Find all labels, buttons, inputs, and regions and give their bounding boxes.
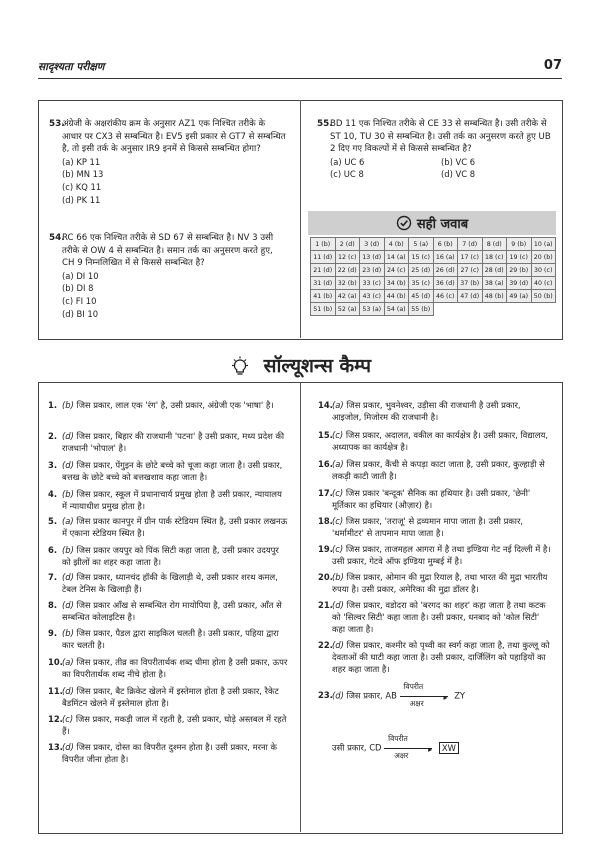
solution-6: [48, 545, 288, 569]
solution-10: [48, 657, 288, 681]
answer-cell: 2 (d): [335, 238, 360, 251]
question-text: RC 66 एक निश्चित तरीके से SD 67 से सम्बन्धित है। NV 3 उसी तरीके से OW 4 से सम्बन्धित है। समान तर्क का अनुसरण करते हुए, CH 9 निम्नलिखित में से किससे सम्बन्धित है?: [62, 233, 274, 269]
solution-option: (b): [62, 400, 74, 410]
lightbulb-icon: [229, 356, 251, 378]
solution-number: 19.: [318, 544, 333, 554]
option-a: (a) DI 10: [62, 270, 99, 281]
option-d: (d) PK 11: [62, 194, 101, 205]
answer-cell: 6 (b): [433, 238, 458, 251]
answer-row: [311, 238, 556, 251]
answer-row: [311, 251, 556, 264]
answer-cell: 30 (c): [531, 264, 556, 277]
solution-number: 5.: [48, 516, 58, 526]
answer-cell: 7 (d): [458, 238, 483, 251]
solution-result: ZY: [454, 690, 466, 701]
solution-number: 4.: [48, 489, 58, 499]
solution-14: [318, 400, 552, 424]
solution-number: 12.: [48, 714, 63, 724]
solution-number: 22.: [318, 640, 333, 650]
solution-text: जिस प्रकार, ताजमहल आगरा में है तथा इण्डिया गेट नई दिल्ली में है। उसी प्रकार, गेटवे ऑफ इण्डिया मुम्बई में है।: [332, 544, 551, 566]
solution-result-boxed: XW: [439, 742, 459, 754]
solution-1: [48, 400, 288, 412]
solution-number: 13.: [48, 742, 63, 752]
solution-text: जिस प्रकार, ओमान की मुद्रा रियाल है, तथा भारत की मुद्रा भारतीय रुपया है। उसी प्रकार, अमेरिका की मुद्रा डॉलर है।: [332, 572, 548, 594]
solution-option: (b): [62, 545, 74, 555]
answer-cell: 51 (b): [311, 303, 336, 316]
answer-cell: 45 (d): [409, 290, 434, 303]
option-b: (b) DI 8: [62, 283, 94, 294]
solution-15: [318, 430, 552, 454]
arrow-bottom-label: अक्षर: [409, 699, 424, 708]
solution-option: (d): [62, 742, 74, 752]
answer-cell: 33 (c): [360, 277, 385, 290]
answer-cell: 46 (c): [433, 290, 458, 303]
solution-3: [48, 460, 288, 484]
solution-text: जिस प्रकार, वडोदरा को 'बरगद का शहर' कहा जाता है तथा कटक को 'सिल्वर सिटी' कहा जाता है। उसी प्रकार, धनबाद को 'कोल सिटी' कहा जाता है।: [332, 600, 546, 634]
solution-option: (d): [62, 572, 74, 582]
transform-arrow: [400, 682, 452, 708]
solution-option: (d): [62, 600, 74, 610]
transform-arrow: [384, 734, 436, 760]
arrow-top-label: विपरीत: [388, 734, 408, 743]
answer-cell: 10 (a): [531, 238, 556, 251]
solution-number: 17.: [318, 488, 333, 498]
solution-text: जिस प्रकार, बैट क्रिकेट खेलने में इस्तेमाल होता है उसी प्रकार, रैकेट बैडमिंटन खेलने में इस्तेमाल होता है।: [62, 686, 279, 708]
answer-cell: 49 (a): [507, 290, 532, 303]
answer-cell: 8 (d): [482, 238, 507, 251]
answer-cell: 48 (b): [482, 290, 507, 303]
solution-lead: उसी प्रकार, CD: [332, 742, 382, 753]
solution-13: [48, 742, 288, 766]
solution-9: [48, 628, 288, 652]
solution-number: 15.: [318, 430, 333, 440]
answer-cell: 18 (c): [482, 251, 507, 264]
solution-number: 20.: [318, 572, 333, 582]
answer-key-title: सही जवाब: [416, 217, 469, 232]
answer-cell: 25 (d): [409, 264, 434, 277]
answer-cell: 19 (c): [507, 251, 532, 264]
solutions-camp-title: सॉल्यूशन्स कैम्प: [263, 355, 372, 377]
option-a: (a) KP 11: [62, 156, 101, 167]
answer-cell: 31 (d): [311, 277, 336, 290]
question-column-divider: [300, 100, 301, 338]
answer-cell: 29 (b): [507, 264, 532, 277]
solution-number: 14.: [318, 400, 333, 410]
solution-text: जिस प्रकार, भुवनेश्वर, उड़ीसा की राजधानी है उसी प्रकार, आइजोल, मिजोरम की राजधानी है।: [332, 400, 521, 422]
question-number: 55.: [317, 119, 333, 129]
check-circle-icon: [396, 215, 412, 231]
solutions-column-divider: [300, 382, 301, 832]
answer-cell: 14 (a): [384, 251, 409, 264]
question-options: [62, 270, 286, 320]
arrow-bottom-label: अक्षर: [394, 751, 409, 760]
answer-cell: 54 (a): [384, 303, 409, 316]
answer-cell: 44 (b): [384, 290, 409, 303]
solution-23: [318, 682, 552, 708]
answer-cell: 12 (c): [335, 251, 360, 264]
solution-text: जिस प्रकार, कैंची से कपड़ा काटा जाता है, उसी प्रकार, कुल्हाड़ी से लकड़ी काटी जाती है।: [332, 459, 545, 481]
option-c: (c) KQ 11: [62, 181, 102, 192]
answer-cell: 1 (b): [311, 238, 336, 251]
answer-cell: 28 (d): [482, 264, 507, 277]
question-54: [49, 232, 286, 320]
solution-option: (d): [332, 640, 344, 650]
question-options: [62, 156, 286, 206]
solution-2: [48, 431, 288, 455]
answer-cell: 21 (d): [311, 264, 336, 277]
answer-cell: 5 (a): [409, 238, 434, 251]
answer-cell: 22 (d): [335, 264, 360, 277]
answer-cell: 3 (d): [360, 238, 385, 251]
solution-option: (d): [62, 686, 74, 696]
answer-cell: 55 (b): [409, 303, 434, 316]
answer-cell: 4 (b): [384, 238, 409, 251]
answer-cell: 13 (d): [360, 251, 385, 264]
solution-option: (a): [62, 516, 74, 526]
answer-cell: 47 (d): [458, 290, 483, 303]
option-a: (a) UC 6: [330, 156, 365, 167]
solution-18: [318, 516, 552, 540]
answer-cell: 34 (b): [384, 277, 409, 290]
answer-cell: 15 (c): [409, 251, 434, 264]
solution-text: जिस प्रकार 'बन्दूक' सैनिक का हथियार है। उसी प्रकार, 'छेनी' मूर्तिकार का हथियार (औज़ार) है।: [332, 488, 531, 510]
solution-number: 1.: [48, 400, 58, 410]
solution-option: (b): [332, 572, 344, 582]
question-text: अंग्रेजी के अक्षरांकीय क्रम के अनुसार AZ1 एक निश्चित तरीके के आधार पर CX3 से सम्बन्धित है। EV5 इसी प्रकार से GT7 से सम्बन्धित है, तो इसी तर्क के अनुसार IR9 इनमें से किससे सम्बन्धित होगा?: [62, 119, 286, 155]
solution-text: जिस प्रकार आँख से सम्बन्धित रोग मायोपिया है, उसी प्रकार, आँत से सम्बन्धित कोलाइटिस है।: [62, 600, 282, 622]
solution-option: (d): [62, 431, 74, 441]
solution-option: (d): [62, 460, 74, 470]
answer-cell: 39 (d): [507, 277, 532, 290]
solution-option: (d): [332, 690, 344, 701]
question-55: [317, 118, 552, 181]
solution-number: 23.: [318, 690, 333, 700]
option-d: (d) BI 10: [62, 308, 99, 319]
solution-text: जिस प्रकार, ध्यानचंद हॉकी के खिलाड़ी थे, उसी प्रकार शरथ कमल, टेबल टेनिस के खिलाड़ी हैं।: [62, 572, 278, 594]
answer-cell: 17 (c): [458, 251, 483, 264]
page-number: 07: [543, 58, 562, 73]
solution-text: जिस प्रकार, दोस्त का विपरीत दुश्मन होता है। उसी प्रकार, मरना के विपरीत जीना होता है।: [62, 742, 277, 764]
solution-option: (a): [332, 400, 344, 410]
answer-cell: 42 (a): [335, 290, 360, 303]
solution-8: [48, 600, 288, 624]
solution-21: [318, 600, 552, 635]
answer-cell: 52 (a): [335, 303, 360, 316]
solution-text: जिस प्रकार, पैडल द्वारा साइकिल चलती है। उसी प्रकार, पहिया द्वारा कार चलती है।: [62, 628, 279, 650]
solutions-camp-heading: [0, 352, 600, 378]
solution-11: [48, 686, 288, 710]
solution-7: [48, 572, 288, 596]
solution-number: 21.: [318, 600, 333, 610]
solution-number: 9.: [48, 628, 58, 638]
solution-text: जिस प्रकार जयपुर को पिंक सिटी कहा जाता है, उसी प्रकार उदयपुर को झीलों का शहर कहा जाता है।: [62, 545, 279, 567]
answer-cell: 38 (a): [482, 277, 507, 290]
question-53: [49, 118, 286, 206]
header-rule: [38, 78, 562, 79]
solution-22: [318, 640, 552, 675]
arrow-head-icon: ▸: [443, 693, 448, 702]
solution-text: जिस प्रकार, बिहार की राजधानी 'पटना' है उसी प्रकार, मध्य प्रदेश की राजधानी 'भोपाल' है।: [62, 431, 285, 453]
solution-option: (b): [62, 628, 74, 638]
answer-cell: 24 (c): [384, 264, 409, 277]
solution-number: 11.: [48, 686, 63, 696]
option-d: (d) VC 8: [441, 169, 476, 180]
option-b: (b) MN 13: [62, 169, 104, 180]
answer-cell: 36 (d): [433, 277, 458, 290]
answer-row: [311, 264, 556, 277]
solution-text: जिस प्रकार, अदालत, वकील का कार्यक्षेत्र है। उसी प्रकार, विद्यालय, अध्यापक का कार्यक्षेत्र है।: [332, 430, 548, 452]
solution-number: 16.: [318, 459, 333, 469]
answer-cell: 50 (b): [531, 290, 556, 303]
solution-text: जिस प्रकार, पेंगुइन के छोटे बच्चे को चूजा कहा जाता है। उसी प्रकार, बत्तख के छोटे बच्चे को बत्तखशाव कहा जाता है।: [62, 460, 283, 482]
solution-text: जिस प्रकार, लाल एक 'रंग' है, उसी प्रकार, अंग्रेजी एक 'भाषा' है।: [76, 400, 274, 410]
answer-cell: 37 (b): [458, 277, 483, 290]
answer-cell: 40 (c): [531, 277, 556, 290]
solution-option: (c): [332, 544, 344, 554]
solution-20: [318, 572, 552, 596]
solution-5: [48, 516, 288, 540]
answer-cell: 16 (a): [433, 251, 458, 264]
answer-cell: 26 (d): [433, 264, 458, 277]
solution-4: [48, 489, 288, 513]
answer-row: [311, 290, 556, 303]
solution-16: [318, 459, 552, 483]
option-c: (c) FI 10: [62, 295, 97, 306]
question-options: [330, 156, 552, 181]
question-number: 53.: [49, 119, 65, 129]
answer-cell: 20 (b): [531, 251, 556, 264]
answer-cell: 27 (c): [458, 264, 483, 277]
solution-text: जिस प्रकार, तीव्र का विपरीतार्थक शब्द धीमा होता है उसी प्रकार, ऊपर का विपरीतार्थक शब्द नीचे होता है।: [62, 657, 288, 679]
solution-option: (c): [62, 714, 74, 724]
answer-cell: 9 (b): [507, 238, 532, 251]
answer-cell: 53 (a): [360, 303, 385, 316]
answer-cell: 11 (d): [311, 251, 336, 264]
answer-cell: 41 (b): [311, 290, 336, 303]
option-b: (b) VC 6: [441, 156, 476, 167]
solution-17: [318, 488, 552, 512]
solution-option: (c): [332, 488, 344, 498]
solution-option: (c): [332, 516, 344, 526]
solution-lead: जिस प्रकार, AB: [346, 690, 397, 701]
question-text: BD 11 एक निश्चित तरीके से CE 33 से सम्बन्धित है। उसी तरीके से ST 10, TU 30 से सम्बन्धित है। उसी तर्क का अनुसरण करते हुए UB 2 दिए गए विकल्पों में से किससे सम्बन्धित है?: [330, 119, 551, 155]
solution-option: (b): [62, 489, 74, 499]
solution-option: (d): [332, 600, 344, 610]
solution-number: 18.: [318, 516, 333, 526]
answer-key-table: [310, 237, 556, 316]
solution-23-followup: [332, 734, 552, 760]
solution-number: 8.: [48, 600, 58, 610]
arrow-top-label: विपरीत: [403, 682, 424, 691]
answer-row: [311, 277, 556, 290]
answer-cell: 43 (c): [360, 290, 385, 303]
solution-12: [48, 714, 288, 738]
answer-key-banner: [308, 211, 556, 235]
solution-option: (a): [332, 459, 344, 469]
solution-number: 3.: [48, 460, 58, 470]
solution-option: (c): [332, 430, 344, 440]
solution-number: 10.: [48, 657, 63, 667]
solution-text: जिस प्रकार, कश्मीर को पृथ्वी का स्वर्ग कहा जाता है, तथा कुल्लू को देवताओं की घाटी कहा जाता है। उसी प्रकार, दार्जिलिंग को पहाड़ियों का शहर कहा जाता है।: [332, 640, 550, 674]
question-number: 54.: [49, 233, 65, 243]
answer-cell: 23 (d): [360, 264, 385, 277]
page-header-title: सादृश्यता परीक्षण: [38, 61, 105, 73]
solution-number: 6.: [48, 545, 58, 555]
solution-number: 7.: [48, 572, 58, 582]
answer-cell: 32 (b): [335, 277, 360, 290]
solution-text: जिस प्रकार, 'तराजू' से द्रव्यमान मापा जाता है। उसी प्रकार, 'थर्मामीटर' से तापमान मापा जाता है।: [332, 516, 524, 538]
arrow-head-icon: ▸: [428, 745, 433, 754]
answer-row: [311, 303, 556, 316]
solution-option: (a): [62, 657, 74, 667]
solution-number: 2.: [48, 431, 58, 441]
option-c: (c) UC 8: [330, 169, 364, 180]
answer-cell: 35 (c): [409, 277, 434, 290]
solution-text: जिस प्रकार कानपुर में ग्रीन पार्क स्टेडियम स्थित है, उसी प्रकार लखनऊ में एकाना स्टेडियम स्थित है।: [62, 516, 288, 538]
solution-text: जिस प्रकार, स्कूल में प्रधानाचार्य प्रमुख होता है उसी प्रकार, न्यायालय में न्यायाधीश प्रमुख होता है।: [62, 489, 282, 511]
solution-text: जिस प्रकार, मकड़ी जाल में रहती है, उसी प्रकार, घोड़े अस्तबल में रहते हैं।: [62, 714, 287, 736]
solution-19: [318, 544, 552, 568]
